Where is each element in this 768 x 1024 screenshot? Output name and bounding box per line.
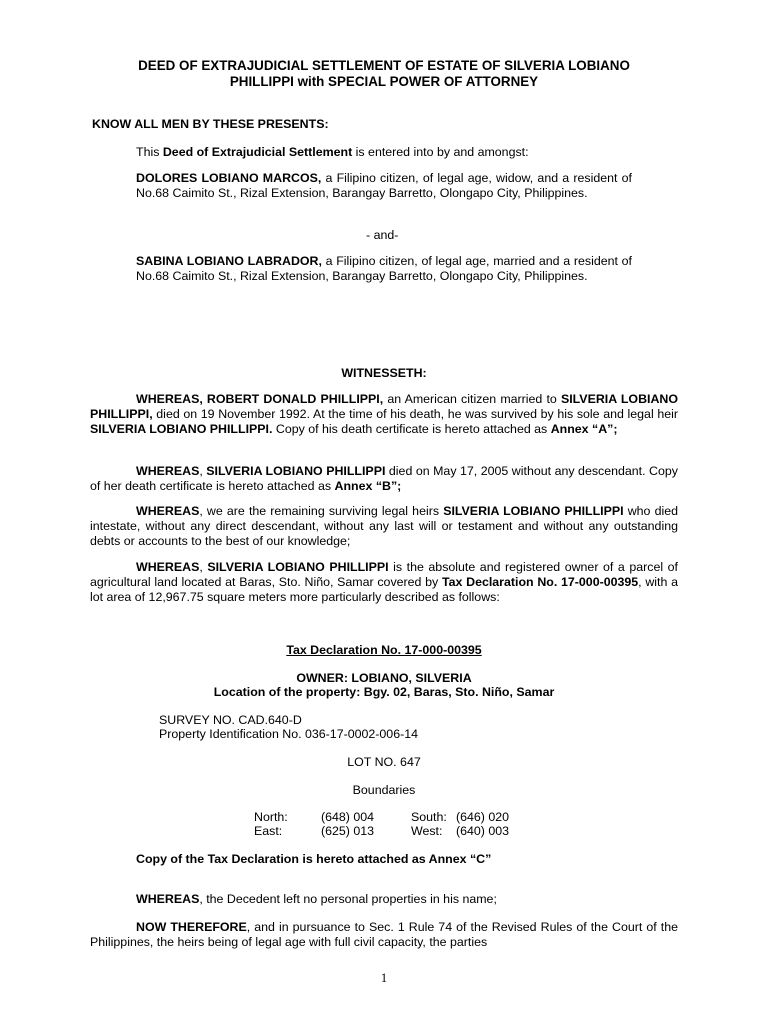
south-label: South:	[411, 810, 447, 824]
now-therefore-paragraph: NOW THEREFORE, and in pursuance to Sec. 1 Rule 74 of the Revised Rules of the Court of the Philippines, the heirs being of legal age with full civil capacity, the parties	[90, 920, 678, 949]
east-value: (625) 013	[321, 824, 375, 838]
boundaries-label: Boundaries	[352, 783, 416, 797]
north-value: (648) 004	[321, 810, 375, 824]
title-line-2: PHILLIPPI with SPECIAL POWER OF ATTORNEY	[229, 74, 539, 89]
survey-number: SURVEY NO. CAD.640-D	[159, 713, 302, 727]
and-separator: - and-	[366, 228, 399, 242]
whereas-paragraph-5: WHEREAS, the Decedent left no personal properties in his name;	[136, 892, 497, 906]
location-line: Location of the property: Bgy. 02, Baras, Sto. Niño, Samar	[213, 685, 555, 699]
annex-c-note: Copy of the Tax Declaration is hereto attached as Annex “C”	[136, 852, 492, 866]
whereas-paragraph-4: WHEREAS, SILVERIA LOBIANO PHILLIPPI is the absolute and registered owner of a parcel of agricultural land located at Baras, Sto. Niño, Samar covered by Tax Declaration No. 17-000-00395, with a lot area of 12,967.75 square meters more particularly described as follows:	[90, 560, 678, 604]
page-number: 1	[380, 971, 388, 985]
east-label: East:	[254, 824, 283, 838]
party-2-paragraph: SABINA LOBIANO LABRADOR, a Filipino citizen, of legal age, married and a resident of No.68 Caimito St., Rizal Extension, Barangay Barretto, Olongapo City, Philippines.	[136, 254, 632, 283]
west-label: West:	[411, 824, 443, 838]
boundaries-table	[0, 810, 768, 840]
owner-line: OWNER: LOBIANO, SILVERIA	[296, 671, 472, 685]
whereas-paragraph-1: WHEREAS, ROBERT DONALD PHILLIPPI, an American citizen married to SILVERIA LOBIANO PHILLIPPI, died on 19 November 1992. At the time of his death, he was survived by his sole and legal heir SILVERIA LOBIANO PHILLIPPI. Copy of his death certificate is hereto attached as Annex “A”;	[90, 392, 678, 436]
party-1-paragraph: DOLORES LOBIANO MARCOS, a Filipino citizen, of legal age, widow, and a resident of No.68 Caimito St., Rizal Extension, Barangay Barretto, Olongapo City, Philippines.	[136, 171, 633, 200]
property-identification: Property Identification No. 036-17-0002-006-14	[159, 727, 418, 741]
title-line-1: DEED OF EXTRAJUDICIAL SETTLEMENT OF ESTATE OF SILVERIA LOBIANO	[138, 58, 630, 73]
intro-paragraph: This Deed of Extrajudicial Settlement is entered into by and amongst:	[136, 145, 529, 159]
south-value: (646) 020	[456, 810, 510, 824]
know-all-heading: KNOW ALL MEN BY THESE PRESENTS:	[92, 117, 329, 131]
west-value: (640) 003	[456, 824, 510, 838]
witnesseth-heading: WITNESSETH:	[341, 366, 427, 380]
north-label: North:	[254, 810, 288, 824]
document-title	[90, 58, 678, 90]
tax-declaration-heading: Tax Declaration No. 17-000-00395	[286, 643, 482, 657]
lot-number: LOT NO. 647	[347, 755, 421, 769]
whereas-paragraph-3: WHEREAS, we are the remaining surviving legal heirs SILVERIA LOBIANO PHILLIPPI who died intestate, without any direct descendant, without any last will or testament and without any outstanding debts or accounts to the best of our knowledge;	[90, 504, 678, 548]
whereas-paragraph-2: WHEREAS, SILVERIA LOBIANO PHILLIPPI died on May 17, 2005 without any descendant. Copy of her death certificate is hereto attached as Annex “B”;	[90, 464, 678, 493]
